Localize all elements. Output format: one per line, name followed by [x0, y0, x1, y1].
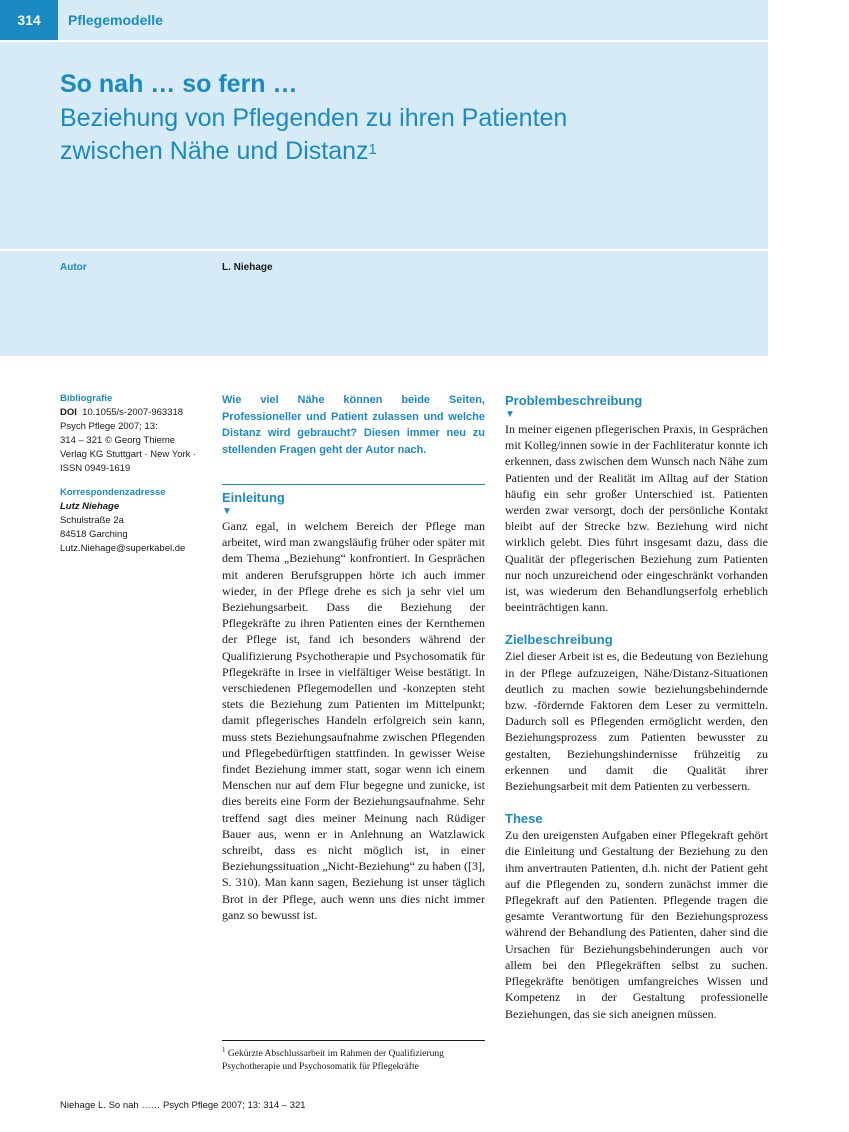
bib-line: ISSN 0949-1619 [60, 463, 131, 474]
doi-line [60, 406, 210, 420]
header-divider [0, 40, 768, 42]
body-problembeschreibung: In meiner eigenen pflegerischen Praxis, in Gesprächen mit Kolleg/innen sowie in der Fachliteratur konnte ich erkennen, dass zwischen dem Wunsch nach Nähe zum Patienten und der Realität im Alltag auf der Station häufig ein sehr großer Unterschied ist. Patienten werden zwar versorgt, doch der persönliche Kontakt bleibt auf der Strecke bzw. Beziehung wird nicht wirklich gelebt. Dies führt insgesamt dazu, dass die Qualität der pflegerischen Beziehung zum Patienten nur noch unzureichend oder eingeschränkt vorhanden ist, was wiederum den Behandlungserfolg erheblich beeinträchtigen kann. [505, 422, 768, 615]
title-footnote-mark: 1 [368, 141, 377, 158]
doi-value: 10.1055/s-2007-963318 [82, 407, 184, 418]
subtitle-line-1: Beziehung von Pflegenden zu ihren Patienten [60, 104, 568, 132]
correspondence-name: Lutz Niehage [60, 501, 120, 512]
body-einleitung: Ganz egal, in welchem Bereich der Pflege man arbeitet, wird man zwangsläufig früher oder später mit dem Thema „Beziehung“ konfrontiert. In Gesprächen mit anderen Berufsgruppen hörte ich auch immer wieder, in der Pflege drehe es sich ja sehr viel um Beziehungsarbeit. Dass die Beziehung der Pflegekräfte zu ihren Patienten eines der Kernthemen der Pflege ist, fand ich besonders während der Qualifizierung Psychotherapie und Psychosomatik für Pflegekräfte in Irsee in vielfältiger Weise bestätigt. In verschiedenen Pflegemodellen und -konzepten steht stets die Beziehung zum Patienten im Mittelpunkt; damit pflegerisches Handeln erfolgreich sein kann, muss stets Beziehungsaufnahme zwischen Pflegenden und Pflegebedürftigen stattfinden. In gewisser Weise findet Beziehung immer statt, sogar wenn ich einem Menschen nur auf dem Flur begegne und zunicke, ist dies bereits eine Form der Beziehungsaufnahme. Sehr treffend sagt dies meiner Meinung nach Rüdiger Bauer aus, wenn er in Anlehnung an Watzlawick schreibt, dass es nicht möglich ist, in einer Beziehungssituation „Nicht-Beziehung“ zu haben ([3], S. 310). Man kann sagen, Beziehung ist unser täglich Brot in der Pflege, auch wenn uns dies nicht immer ganz so bewusst ist. [222, 519, 485, 922]
section-label: Pflegemodelle [68, 12, 163, 28]
footnote [222, 1040, 485, 1074]
text-column-left [222, 392, 485, 923]
bibliography-heading: Bibliografie [60, 393, 113, 404]
heading-these: These [505, 811, 543, 827]
title-band [0, 0, 768, 356]
correspondence-city: 84518 Garching [60, 529, 128, 540]
heading-einleitung: Einleitung [222, 490, 285, 505]
doi-label: DOI [60, 407, 77, 418]
down-triangle-icon: ▼ [505, 409, 515, 420]
author-name: L. Niehage [222, 262, 273, 273]
down-triangle-icon: ▼ [222, 506, 232, 517]
subtitle-line-2: zwischen Nähe und Distanz [60, 137, 369, 165]
correspondence-email[interactable]: Lutz.Niehage@superkabel.de [60, 543, 186, 554]
body-zielbeschreibung: Ziel dieser Arbeit ist es, die Bedeutung von Beziehung in der Pflege aufzuzeigen, Nähe/Distanz-Situationen deutlich zu machen sowie beziehungsbehindernde bzw. -fördernde Faktoren dem Leser zu vermitteln. Dadurch soll es Pflegenden ermöglicht werden, den Beziehungsprozess zum Patienten bewusster zu gestalten, Beziehungshindernisse frühzeitig zu erkennen und damit die Qualität ihrer Beziehungsarbeit mit dem Patienten zu verbessern. [505, 649, 768, 794]
article-sidebar [60, 392, 210, 556]
article-title: So nah … so fern … [60, 70, 298, 98]
bib-line: Psych Pflege 2007; 13: [60, 421, 158, 432]
author-label: Autor [60, 262, 87, 273]
page-footer: Niehage L. So nah …… Psych Pflege 2007; 13: 314 – 321 [60, 1100, 306, 1111]
correspondence-street: Schulstraße 2a [60, 515, 124, 526]
footnote-mark: 1 [222, 1046, 226, 1054]
bib-line: Verlag KG Stuttgart · New York · [60, 449, 197, 460]
footnote-text: Gekürzte Abschlussarbeit im Rahmen der Qualifizierung Psychotherapie und Psychosomatik für Pflegekräfte [222, 1049, 444, 1073]
abstract-rule [222, 484, 485, 485]
bib-line: 314 – 321 © Georg Thieme [60, 435, 176, 446]
abstract: Wie viel Nähe können beide Seiten, Professioneller und Patient zulassen und welche Distanz wird gebraucht? Diesen immer neu zu stellenden Fragen geht der Autor nach. [222, 394, 485, 456]
author-divider [0, 249, 768, 251]
heading-zielbeschreibung: Zielbeschreibung [505, 632, 613, 648]
correspondence-heading: Korrespondenzadresse [60, 487, 166, 498]
text-column-right [505, 392, 768, 1022]
body-these: Zu den ureigensten Aufgaben einer Pflegekraft gehört die Einleitung und Gestaltung der Beziehung zu den ihm anvertrauten Patienten, d.h. nicht der Patient geht auf die Pflegenden zu, sondern zunächst immer die Pflegekraft auf den Patienten. Pflegende tragen die gesamte Verantwortung für den Beziehungsprozess während der Behandlung des Patienten, daher sind die Ursachen für Beziehungsbehinderungen auch vor allem bei den Pflegekräften selbst zu suchen. Pflegekräfte benötigen umfangreiches Wissen und Kompetenz in der Gestaltung professionelle Beziehungen, das sie sich aneignen müssen. [505, 828, 768, 1021]
page-number: 314 [0, 0, 58, 40]
article-subtitle [60, 102, 680, 168]
heading-problembeschreibung: Problembeschreibung [505, 393, 643, 408]
